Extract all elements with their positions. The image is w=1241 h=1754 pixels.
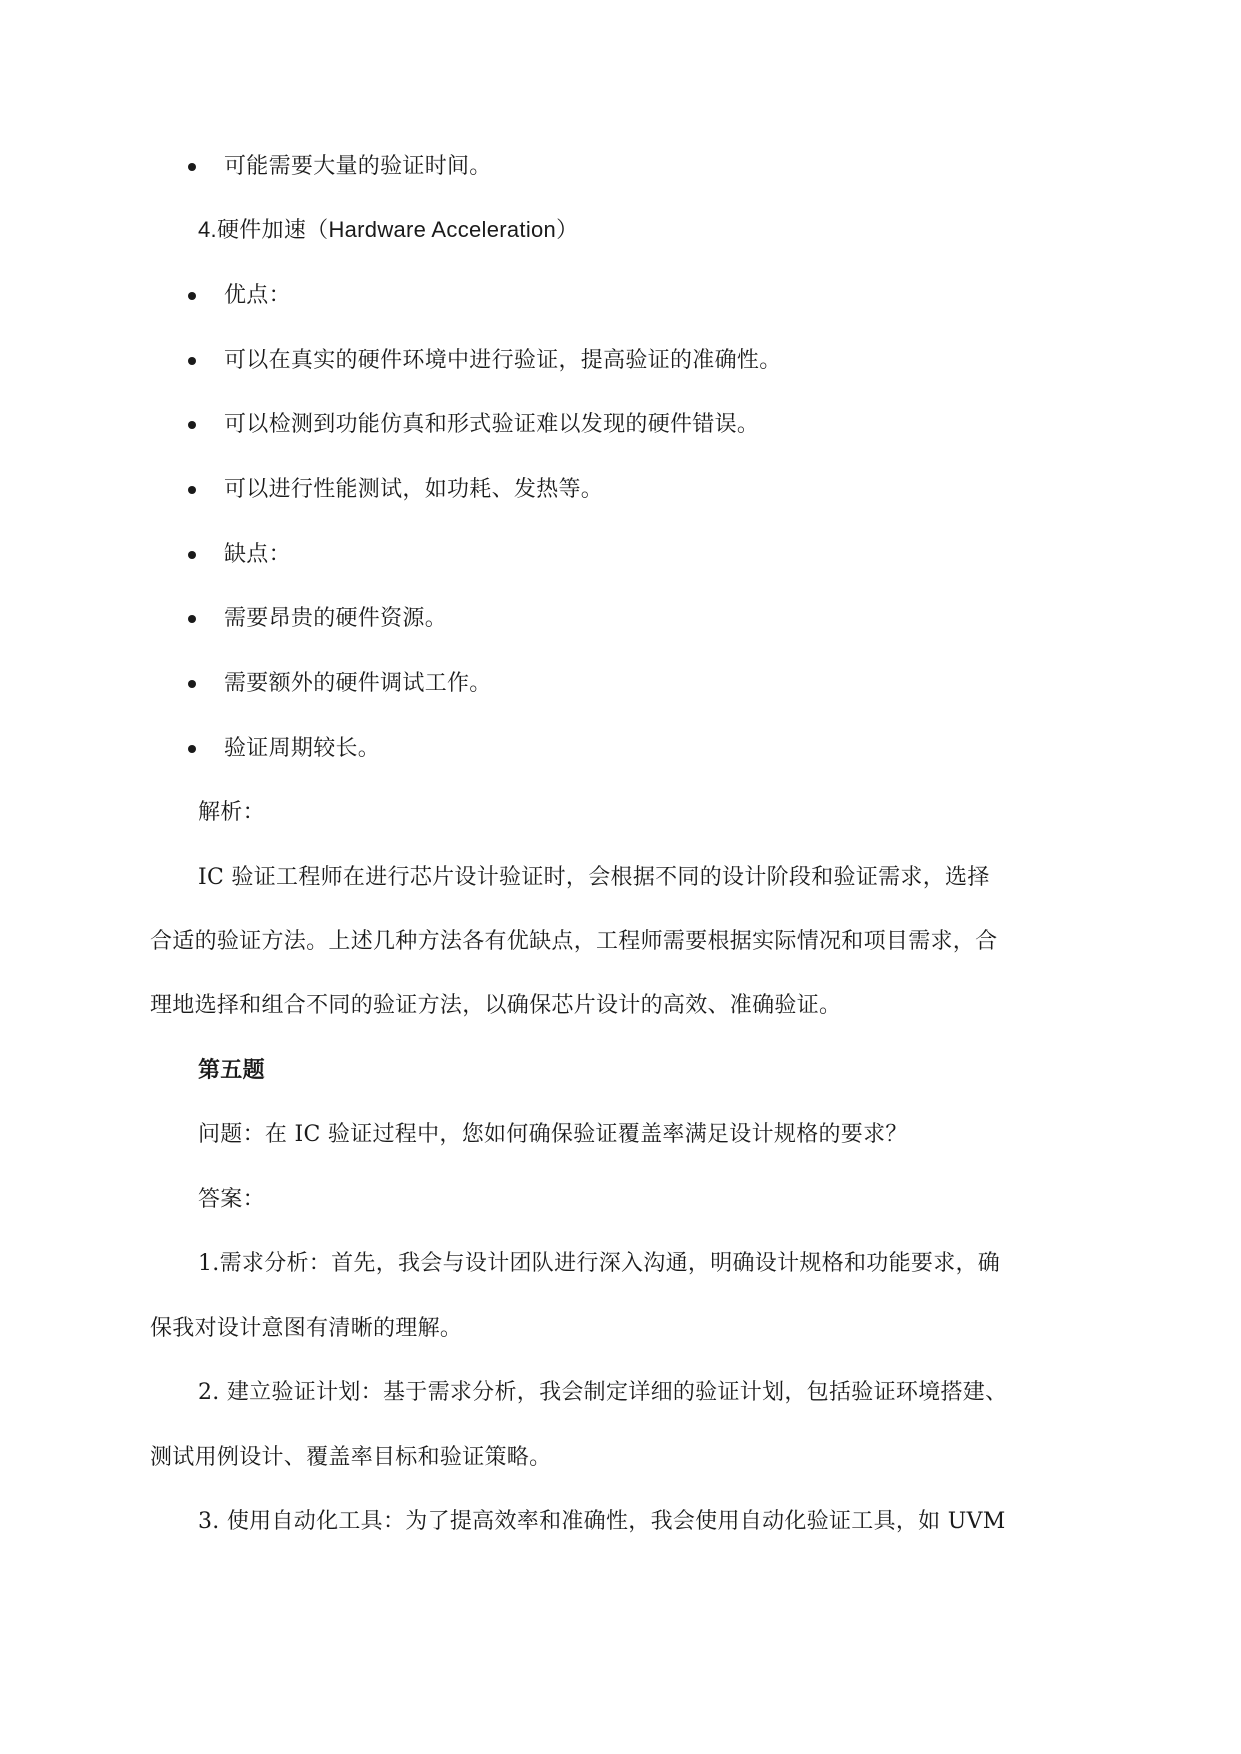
bullet-icon bbox=[188, 745, 196, 753]
answer-label: 答案： bbox=[198, 1187, 265, 1212]
bullet-icon bbox=[188, 486, 196, 494]
bullet-icon bbox=[188, 357, 196, 365]
analysis-label: 解析： bbox=[198, 800, 265, 825]
section-heading-hardware-acceleration: 4.硬件加速（Hardware Acceleration） bbox=[198, 217, 579, 242]
answer-paragraph-line: 2. 建立验证计划：基于需求分析，我会制定详细的验证计划，包括验证环境搭建、 bbox=[198, 1380, 1008, 1405]
bullet-icon bbox=[188, 163, 196, 171]
question-text: 问题：在 IC 验证过程中，您如何确保验证覆盖率满足设计规格的要求？ bbox=[198, 1122, 908, 1147]
bullet-text: 验证周期较长。 bbox=[224, 736, 381, 761]
bullet-text: 可以检测到功能仿真和形式验证难以发现的硬件错误。 bbox=[224, 412, 760, 437]
answer-paragraph-line: 1.需求分析：首先，我会与设计团队进行深入沟通，明确设计规格和功能要求，确 bbox=[198, 1251, 1001, 1276]
analysis-paragraph-line: 理地选择和组合不同的验证方法，以确保芯片设计的高效、准确验证。 bbox=[150, 993, 842, 1018]
bullet-text: 可能需要大量的验证时间。 bbox=[224, 154, 492, 179]
bullet-text: 缺点： bbox=[224, 542, 291, 567]
bullet-icon bbox=[188, 680, 196, 688]
question-title: 第五题 bbox=[198, 1058, 265, 1083]
bullet-icon bbox=[188, 421, 196, 429]
bullet-text: 需要昂贵的硬件资源。 bbox=[224, 606, 448, 631]
bullet-text: 可以在真实的硬件环境中进行验证，提高验证的准确性。 bbox=[224, 348, 782, 373]
bullet-icon bbox=[188, 615, 196, 623]
answer-paragraph-line: 3. 使用自动化工具：为了提高效率和准确性，我会使用自动化验证工具，如 UVM bbox=[198, 1509, 1006, 1534]
analysis-paragraph-line: 合适的验证方法。上述几种方法各有优缺点，工程师需要根据实际情况和项目需求，合 bbox=[150, 929, 998, 954]
bullet-text: 可以进行性能测试，如功耗、发热等。 bbox=[224, 477, 604, 502]
bullet-icon bbox=[188, 292, 196, 300]
bullet-text: 优点： bbox=[224, 283, 291, 308]
answer-paragraph-line: 测试用例设计、覆盖率目标和验证策略。 bbox=[150, 1445, 552, 1470]
bullet-icon bbox=[188, 551, 196, 559]
bullet-text: 需要额外的硬件调试工作。 bbox=[224, 671, 492, 696]
answer-paragraph-line: 保我对设计意图有清晰的理解。 bbox=[150, 1316, 463, 1341]
analysis-paragraph-line: IC 验证工程师在进行芯片设计验证时，会根据不同的设计阶段和验证需求，选择 bbox=[198, 865, 990, 890]
